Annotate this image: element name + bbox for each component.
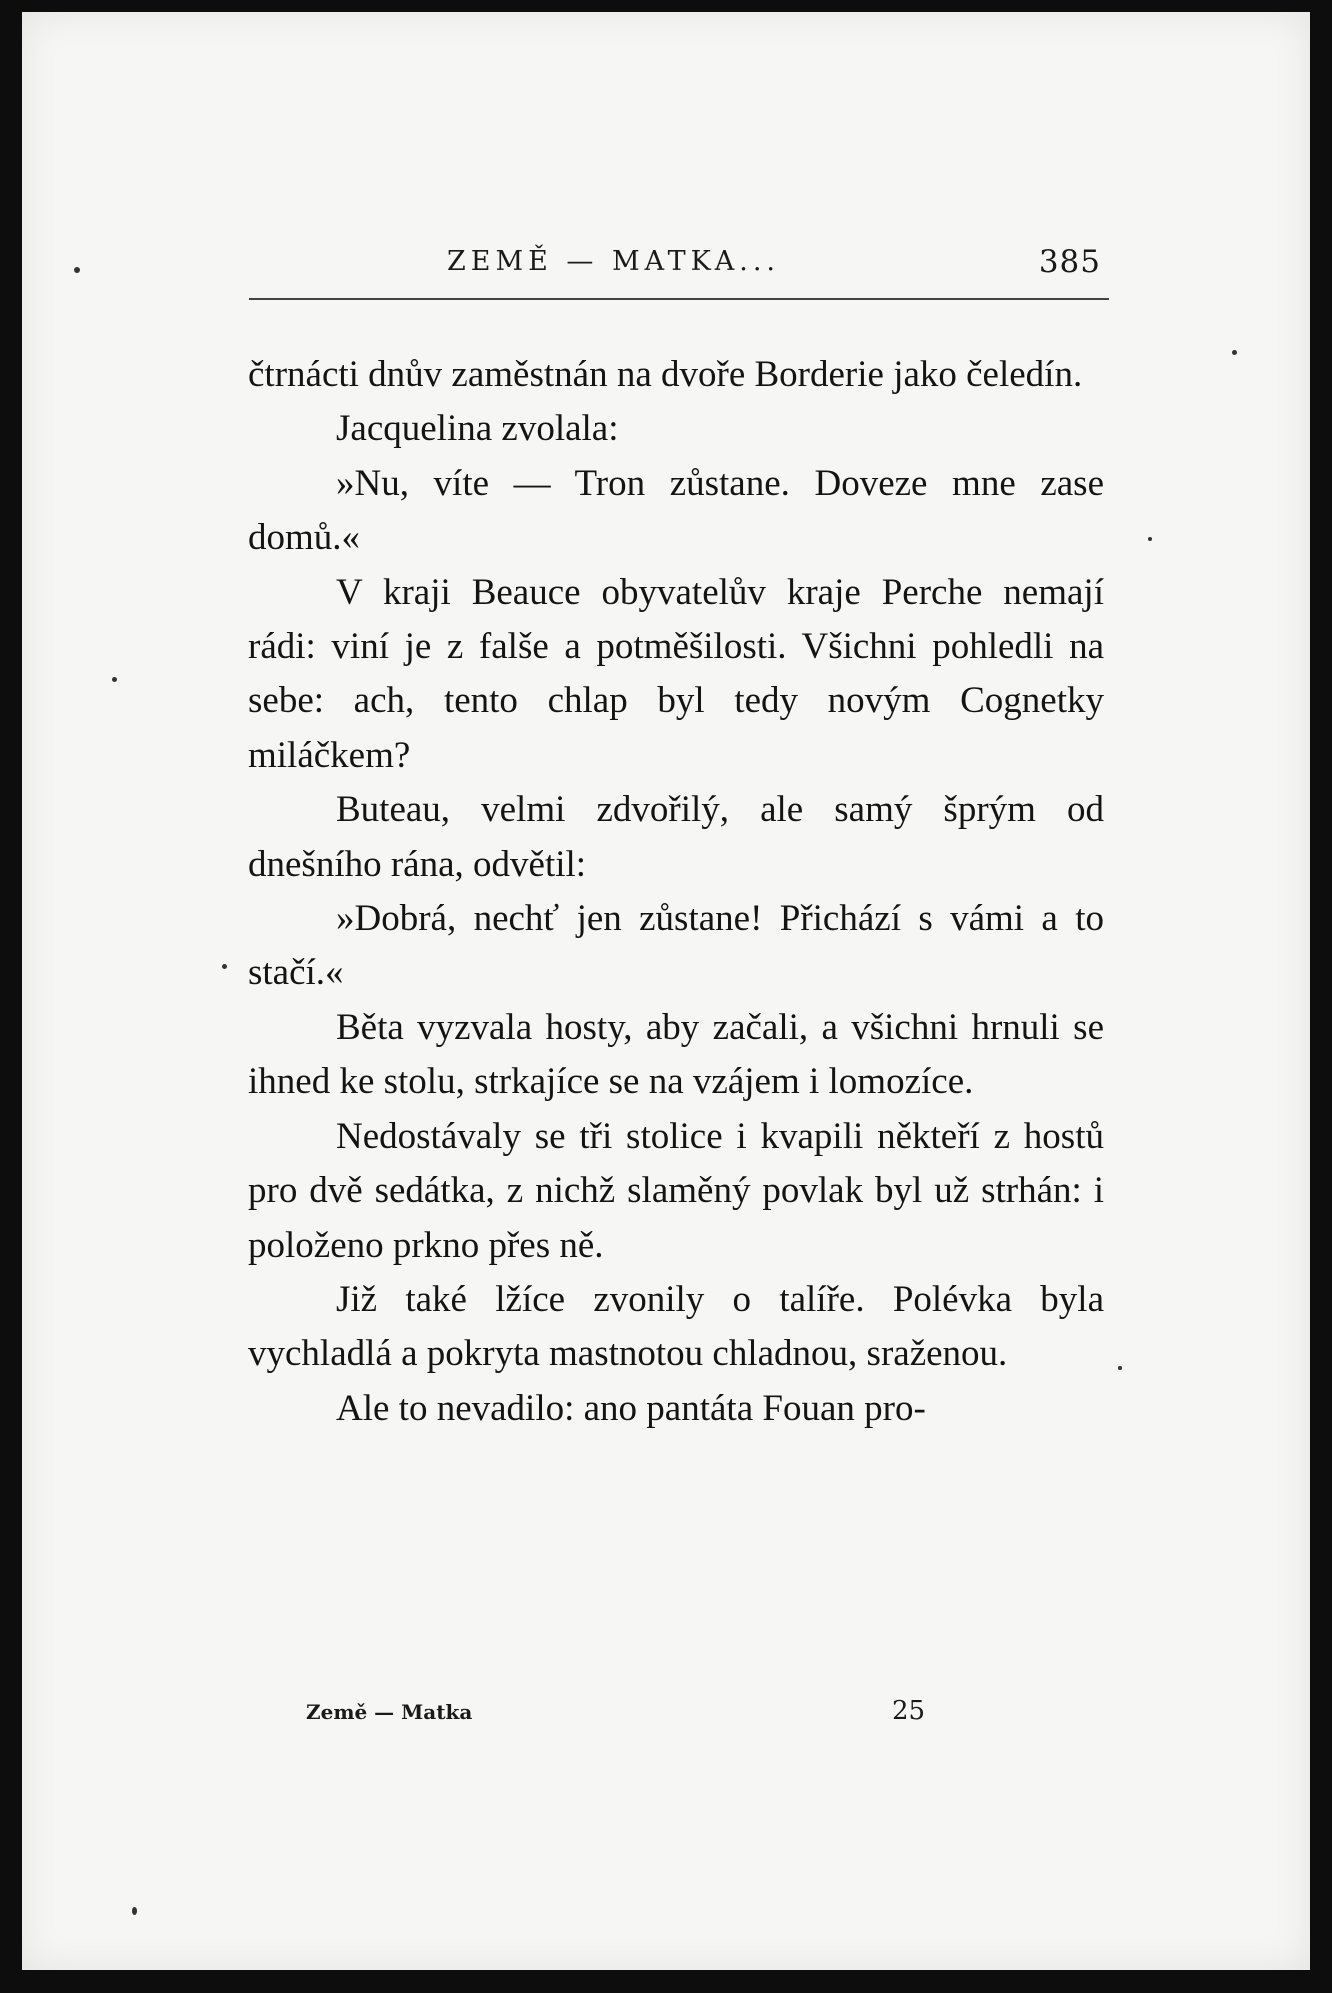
paragraph: Jacquelina zvolala: <box>336 408 619 450</box>
paragraph: »Nu, víte — Tron zůstane. Doveze mne zase domů.« <box>248 462 1104 559</box>
paragraph: V kraji Beauce obyvatelův kraje Perche nemají rádi: viní je z falše a potměšilosti. Všichni pohledli na sebe: ach, tento chlap byl tedy novým Cognetky miláčkem? <box>248 571 1104 776</box>
paragraph: Nedostávaly se tři stolice i kvapili někteří z hostů pro dvě sedátka, z nichž slaměný povlak byl už strhán: i položeno prkno přes ně. <box>248 1115 1104 1266</box>
scan-speck <box>74 267 80 273</box>
scan-speck <box>1232 350 1237 355</box>
paragraph: čtrnácti dnův zaměstnán na dvoře Borderie jako čeledín. <box>248 354 1083 395</box>
scan-speck <box>1148 537 1152 541</box>
book-page <box>22 12 1310 1970</box>
sheet-number: 25 <box>892 1696 926 1726</box>
page-footer <box>306 1696 926 1736</box>
running-title: ZEMĚ — MATKA... <box>447 246 780 277</box>
header-rule <box>249 298 1109 300</box>
page-header <box>227 240 1107 296</box>
scan-speck <box>1118 1366 1122 1370</box>
signature-mark: Země — Matka <box>306 1700 473 1724</box>
scan-speck <box>132 1907 137 1915</box>
scan-speck <box>112 677 117 682</box>
paragraph: Buteau, velmi zdvořilý, ale samý šprým od dnešního rána, odvětil: <box>248 789 1104 885</box>
paragraph: Již také lžíce zvonily o talíře. Polévka byla vychladlá a pokryta mastnotou chladnou, sraženou. <box>248 1278 1104 1375</box>
paragraph: »Dobrá, nechť jen zůstane! Přichází s vámi a to stačí.« <box>248 898 1104 994</box>
body-text <box>248 348 1104 1436</box>
page-number: 385 <box>1038 244 1101 280</box>
paragraph: Běta vyzvala hosty, aby začali, a všichni hrnuli se ihned ke stolu, strkajíce se na vzájem i lomozíce. <box>248 1006 1104 1103</box>
paragraph: Ale to nevadilo: ano pantáta Fouan pro- <box>336 1387 926 1429</box>
scan-speck <box>222 964 227 969</box>
